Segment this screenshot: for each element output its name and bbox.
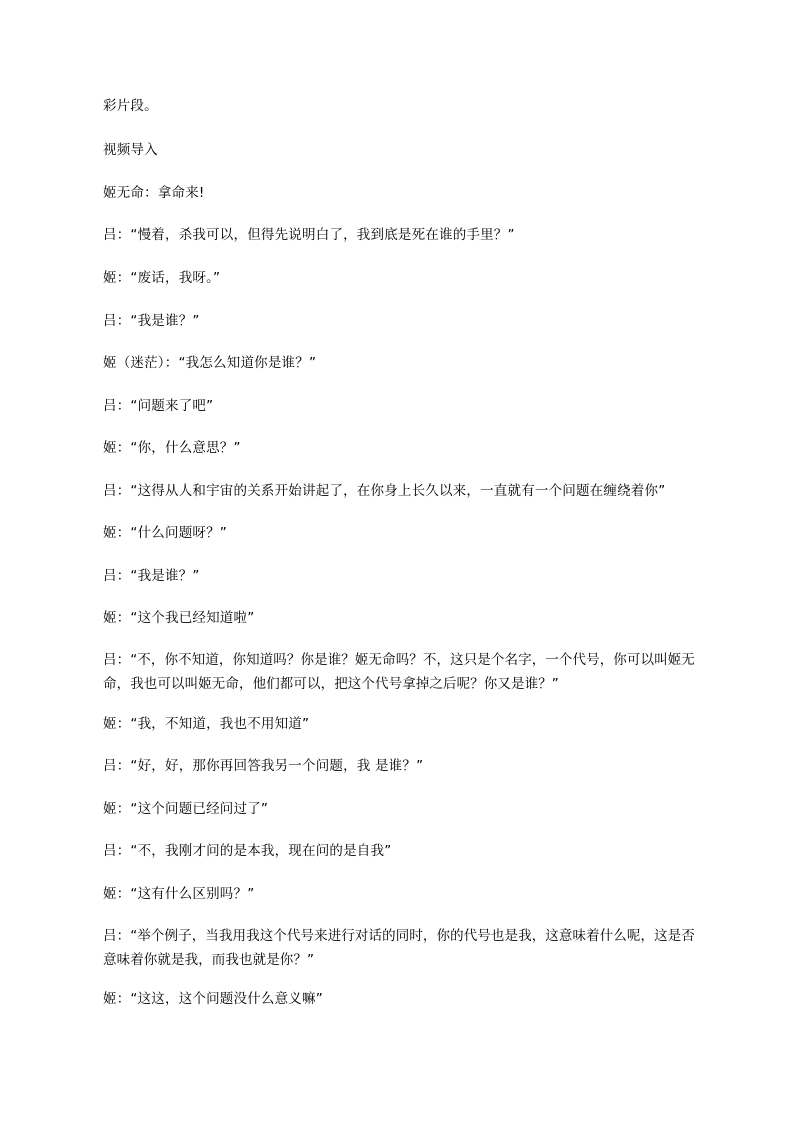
- dialogue-line: 吕：“我是谁？”: [103, 568, 200, 584]
- dialogue-line: 姬：“这个问题已经问过了”: [103, 801, 269, 817]
- dialogue-line: 吕：“不，你不知道，你知道吗？你是谁？姬无命吗？不，这只是个名字，一个代号，你可以叫姬无命，我也可以叫姬无命，他们都可以，把这个代号拿掉之后呢？你又是谁？”: [103, 652, 695, 692]
- dialogue-line: 吕：“这得从人和宇宙的关系开始讲起了，在你身上长久以来，一直就有一个问题在缠绕着你”: [103, 483, 666, 499]
- dialogue-line: 姬：“这有什么区别吗？”: [103, 886, 255, 902]
- dialogue-line: 吕：“好，好，那你再回答我另一个问题，我 是谁？”: [103, 758, 424, 774]
- dialogue-line: 姬：“什么问题呀？”: [103, 525, 227, 541]
- dialogue-line: 姬（迷茫）：“我怎么知道你是谁？”: [103, 355, 317, 371]
- dialogue-line: 吕：“问题来了吧”: [103, 398, 214, 414]
- dialogue-line: 姬：“我，不知道，我也不用知道”: [103, 716, 310, 732]
- dialogue-line: 姬无命：拿命来!: [103, 185, 205, 201]
- dialogue-line: 吕：“举个例子，当我用我这个代号来进行对话的同时，你的代号也是我，这意味着什么呢，这是否意味着你就是我，而我也就是你？”: [103, 928, 695, 968]
- dialogue-line: 姬：“这这，这个问题没什么意义嘛”: [103, 991, 323, 1007]
- dialogue-line: 姬：“你，什么意思？”: [103, 440, 241, 456]
- dialogue-line: 吕：“我是谁？”: [103, 313, 200, 329]
- dialogue-line: 姬：“这个我已经知道啦”: [103, 610, 255, 626]
- paragraph-fragment: 彩片段。: [103, 98, 158, 114]
- dialogue-line: 姬：“废话，我呀。”: [103, 270, 221, 286]
- dialogue-line: 吕：“不，我刚才问的是本我，现在问的是自我”: [103, 843, 392, 859]
- dialogue-line: 吕：“慢着，杀我可以，但得先说明白了，我到底是死在谁的手里？”: [103, 227, 515, 243]
- section-heading: 视频导入: [103, 142, 158, 158]
